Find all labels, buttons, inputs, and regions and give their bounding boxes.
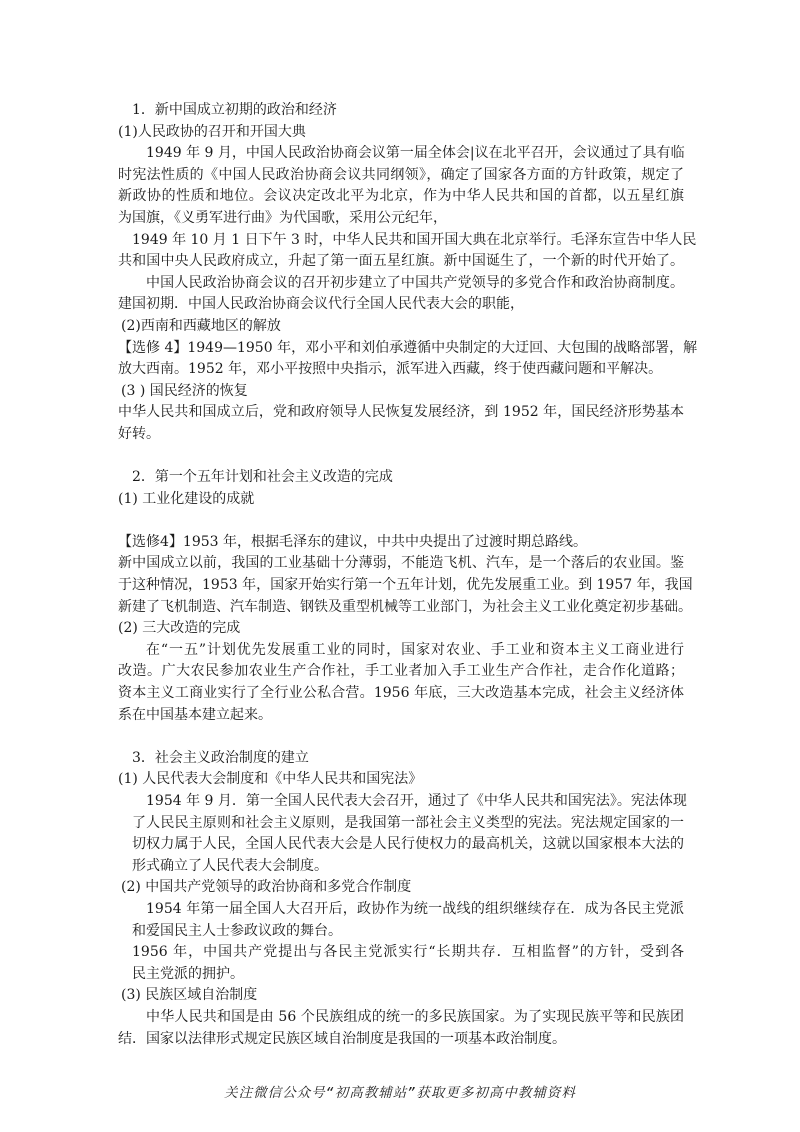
paragraph-line: 1956 年，中国共产党提出与各民主党派实行“长期共存．互相监督”的方针，受到各: [132, 944, 684, 961]
subheading-3-1: (1) 人民代表大会制度和《中华人民共和国宪法》: [118, 771, 423, 788]
paragraph-line: 1954 年 9 月．第一全国人民代表大会召开，通过了《中华人民共和国宪法》。宪法体现: [146, 793, 687, 809]
paragraph-line: 1949 年 9 月，中国人民政治协商会议第一届全体会|议在北平召开，会议通过了具有临: [146, 145, 685, 162]
paragraph-line: 结．国家以法律形式规定民族区域自治制度是我国的一项基本政治制度。: [118, 1030, 566, 1047]
paragraph-line: 于这种情况，1953 年，国家开始实行第一个五年计划，优先发展重工业。到 1957 年，我国: [118, 577, 693, 594]
subheading-3-3: (3) 民族区域自治制度: [121, 987, 258, 1004]
paragraph-line: 在“一五”计划优先发展重工业的同时，国家对农业、手工业和资本主义工商业进行: [146, 641, 684, 658]
paragraph-line: 了人民民主原则和社会主义原则，是我国第一部社会主义类型的宪法。宪法规定国家的一: [132, 814, 684, 831]
subheading-2-1: (1) 工业化建设的成就: [118, 490, 255, 507]
paragraph-line: 中华人民共和国是由 56 个民族组成的统一的多民族国家。为了实现民族平等和民族团: [146, 1008, 684, 1025]
section-heading-3: 3．社会主义政治制度的建立: [132, 749, 309, 766]
subheading-2-2: (2) 三大改造的完成: [118, 620, 241, 637]
paragraph-line: 改造。广大农民参加农业生产合作社，手工业者加入手工业生产合作社，走合作化道路；: [118, 663, 684, 680]
subheading-1-2: (2)西南和西藏地区的解放: [121, 317, 281, 334]
paragraph-line: 【选修4】1953 年，根据毛泽东的建议，中共中央提出了过渡时期总路线。: [118, 533, 587, 550]
paragraph-line: 1949 年 10 月 1 日下午 3 时，中华人民共和国开国大典在北京举行。毛泽东宣告中华人民: [132, 231, 697, 248]
paragraph-line: 形式确立了人民代表大会制度。: [132, 857, 328, 874]
paragraph-line: 为国旗，《义勇军进行曲》为代国歌，采用公元纪年，: [118, 209, 447, 226]
paragraph-line: 建国初期．中国人民政治协商会议代行全国人民代表大会的职能，: [118, 296, 524, 313]
paragraph-line: 系在中国基本建立起来。: [118, 706, 272, 723]
paragraph-line: 中华人民共和国成立后，党和政府领导人民恢复发展经济，到 1952 年，国民经济形势基本: [118, 404, 684, 421]
paragraph-line: 中国人民政治协商会议的召开初步建立了中国共产党领导的多党合作和政治协商制度。: [146, 274, 684, 291]
paragraph-line: 时宪法性质的《中国人民政治协商会议共同纲领》，确定了国家各方面的方针政策，规定了: [118, 166, 684, 183]
paragraph-line: 【选修 4】1949—1950 年，邓小平和刘伯承遵循中央制定的大迂回、大包围的战略部署，解: [118, 339, 698, 356]
paragraph-line: 1954 年第一届全国人大召开后，政协作为统一战线的组织继续存在．成为各民主党派: [146, 900, 684, 917]
paragraph-line: 新中国成立以前，我国的工业基础十分薄弱，不能造飞机、汽车，是一个落后的农业国。鉴: [118, 555, 684, 572]
document-body: [118, 100, 698, 1050]
section-heading-1: 1．新中国成立初期的政治和经济: [132, 102, 337, 118]
subheading-1-3: (3 ) 国民经济的恢复: [121, 382, 248, 399]
paragraph-line: 民主党派的拥护。: [132, 965, 244, 982]
paragraph-line: 切权力属于人民，全国人民代表大会是人民行使权力的最高机关，这就以国家根本大法的: [132, 836, 684, 853]
paragraph-line: 放大西南。1952 年，邓小平按照中央指示，派军进入西藏，终于使西藏问题和平解决。: [118, 361, 663, 378]
subheading-3-2: (2) 中国共产党领导的政治协商和多党合作制度: [121, 879, 412, 896]
section-heading-2: 2．第一个五年计划和社会主义改造的完成: [132, 469, 393, 486]
paragraph-line: 好转。: [118, 425, 160, 442]
paragraph-line: 新建了飞机制造、汽车制造、钢铁及重型机械等工业部门，为社会主义工业化奠定初步基础。: [118, 598, 692, 615]
subheading-1-1: (1)人民政协的召开和开国大典: [118, 123, 306, 140]
paragraph-line: 和爱国民主人士参政议政的舞台。: [132, 922, 342, 939]
paragraph-line: 共和国中央人民政府成立，升起了第一面五星红旗。新中国诞生了，一个新的时代开始了。: [118, 253, 684, 270]
paragraph-line: 新政协的性质和地位。会议决定改北平为北京，作为中华人民共和国的首都，以五星红旗: [118, 188, 684, 205]
footer-note: 关注微信公众号“初高教辅站”获取更多初高中教辅资料: [224, 1085, 576, 1101]
paragraph-line: 资本主义工商业实行了全行业公私合营。1956 年底，三大改造基本完成，社会主义经济体: [118, 685, 684, 702]
